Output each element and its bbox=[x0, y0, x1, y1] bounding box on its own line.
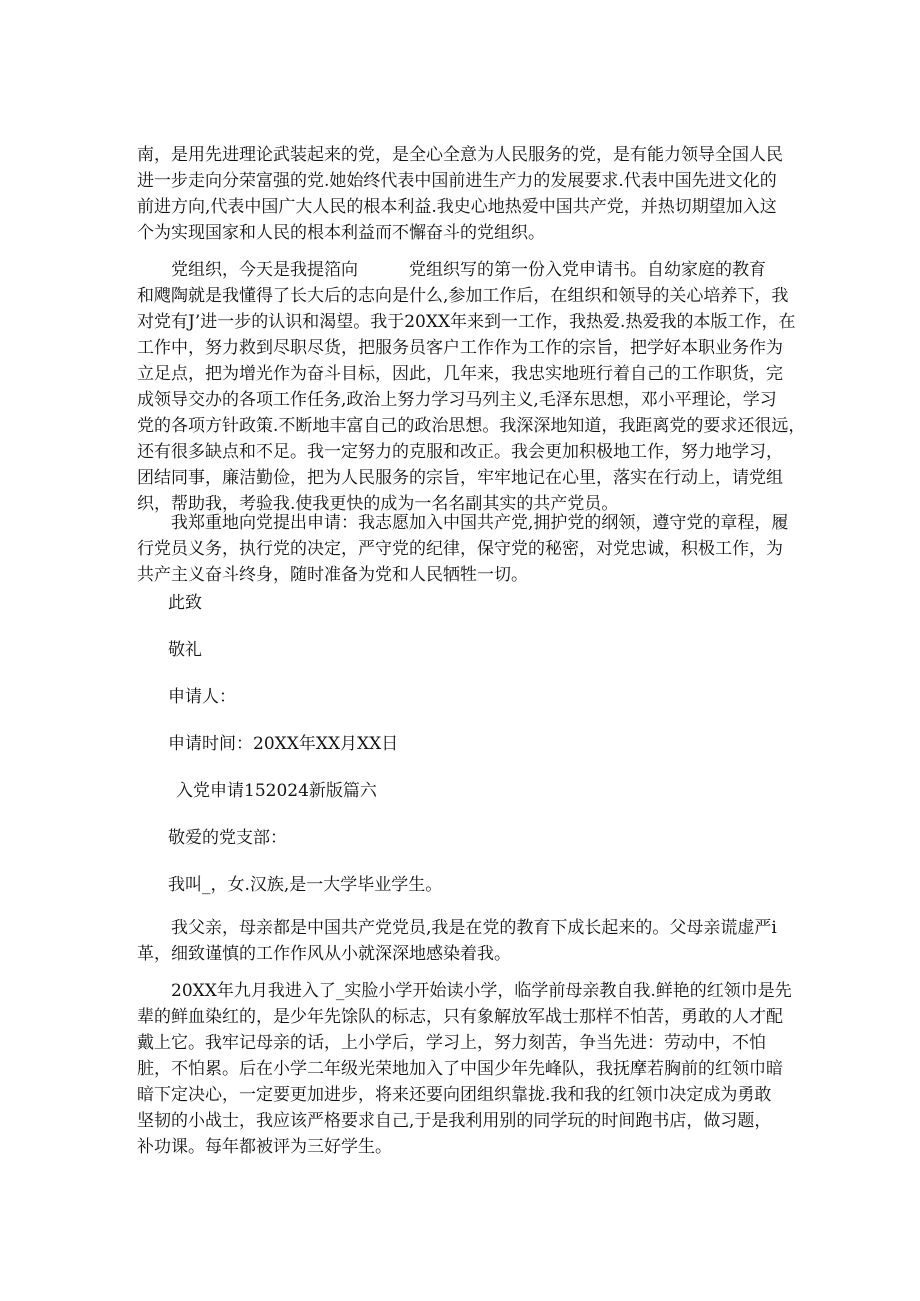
text-line: 革，细致谨慎的工作作风从小就深深地感染着我。 bbox=[137, 944, 511, 964]
text-line: 戴上它。我牢记母亲的话，上小学后，学习上，努力刻苦，争当先进：劳动中，不怕 bbox=[137, 1033, 766, 1053]
text-line: 前进方向,代表中国广大人民的根本利益.我史心地热爱中国共产党，并热切期望加入这 bbox=[137, 197, 777, 217]
text-line: 行党员义务，执行党的决定，严守党的纪律，保守党的秘密，对党忠诚，积极工作，为 bbox=[137, 539, 783, 559]
text-line: 还有很多缺点和不足。我一定努力的克服和改正。我会更加积极地工作，努力地学习， bbox=[137, 442, 783, 462]
text-line: 工作中，努力救到尽职尽货，把服务员客户工作作为工作的宗旨，把学好本职业务作为 bbox=[137, 338, 783, 358]
text-line: 辈的鲜血染红的，是少年先馀队的标志，只有象解放军战士那样不怕苦，勇敢的人才配 bbox=[137, 1007, 783, 1027]
text-line: 补功课。每年都被评为三好学生。 bbox=[137, 1137, 392, 1157]
paragraph-school bbox=[137, 978, 792, 1160]
section-heading: 入党申请152024新版篇六 bbox=[176, 781, 377, 801]
applicant-label: 申请人： bbox=[168, 687, 236, 707]
closing-regards: 敬礼 bbox=[168, 640, 202, 660]
text-line: 织，帮助我，考验我.使我更快的成为一名名副其实的共产党员。 bbox=[137, 494, 619, 514]
text-line: 进一步走向分荣富强的党.她始终代表中国前进生产力的发展要求.代表中国先进文化的 bbox=[137, 171, 777, 191]
text-line: 对党有J’进一步的认识和渴望。我于20XX年来到一工作，我热爱.热爱我的本版工作，在 bbox=[137, 312, 796, 332]
text-line: 党组织，今天是我提箔向 党组织写的第一份入党申请书。自幼家庭的教育 bbox=[137, 260, 766, 280]
text-line: 个为实现国家和人民的根本利益而不懈奋斗的党组织。 bbox=[137, 223, 545, 243]
text-line: 立足点，把为增光作为奋斗目标，因此，几年来，我忠实地班行着自己的工作职货，完 bbox=[137, 364, 783, 384]
text-line: 团结同事，廉洁勤俭，把为人民服务的宗旨，牢牢地记在心里，落实在行动上，请党组 bbox=[137, 468, 783, 488]
text-line: 暗下定决心，一定要更加进步，将来还要向团组织靠拢.我和我的红领巾决定成为勇敢 bbox=[137, 1085, 772, 1105]
text-line: 共产主义奋斗终身，随时准备为党和人民牺牲一切。 bbox=[137, 565, 528, 585]
text-line: 成领导交办的各项工作任务,政治上努力学习马列主义,毛泽东思想，邓小平理论，学习 bbox=[137, 390, 777, 410]
text-line: 和飕陶就是我懂得了长大后的志向是什么,参加工作后，在组织和领导的关心培养下，我 bbox=[137, 286, 789, 306]
paragraph-formal-request bbox=[137, 510, 787, 588]
paragraph-family bbox=[137, 915, 787, 967]
text-line: 我郑重地向党提出申请：我志愿加入中国共产党,拥护党的纲领，遵守党的章程，履 bbox=[137, 513, 789, 533]
application-date: 申请时间：20XX年XX月XX日 bbox=[168, 734, 399, 754]
text-line: 南，是用先进理论武装起来的党，是全心全意为人民服务的党，是有能力领导全国人民 bbox=[137, 145, 783, 165]
text-line: 党的各项方针政策.不断地丰富自己的政治思想。我深深地知道，我距离党的要求还很远， bbox=[137, 416, 806, 436]
greeting: 敬爱的党支部： bbox=[168, 828, 287, 848]
paragraph-first-application bbox=[137, 257, 806, 517]
paragraph-party-description bbox=[137, 142, 787, 246]
text-line: 脏，不怕累。后在小学二年级光荣地加入了中国少年先峰队，我抚摩若胸前的红领巾暗 bbox=[137, 1059, 783, 1079]
self-introduction: 我叫_，女.汉族,是一大学毕业学生。 bbox=[168, 875, 443, 895]
text-line: 20XX年九月我进入了_实脸小学开始读小学，临学前母亲教自我.鲜艳的红领巾是先 bbox=[137, 981, 792, 1001]
text-line: 坚韧的小战士，我应该严格要求自己,于是我利用别的同学玩的时间跑书店，做习题， bbox=[137, 1111, 772, 1131]
text-line: 我父亲，母亲都是中国共产党党员,我是在党的教育下成长起来的。父母亲谎虚严i bbox=[137, 918, 777, 938]
closing-salutation: 此致 bbox=[168, 593, 202, 613]
